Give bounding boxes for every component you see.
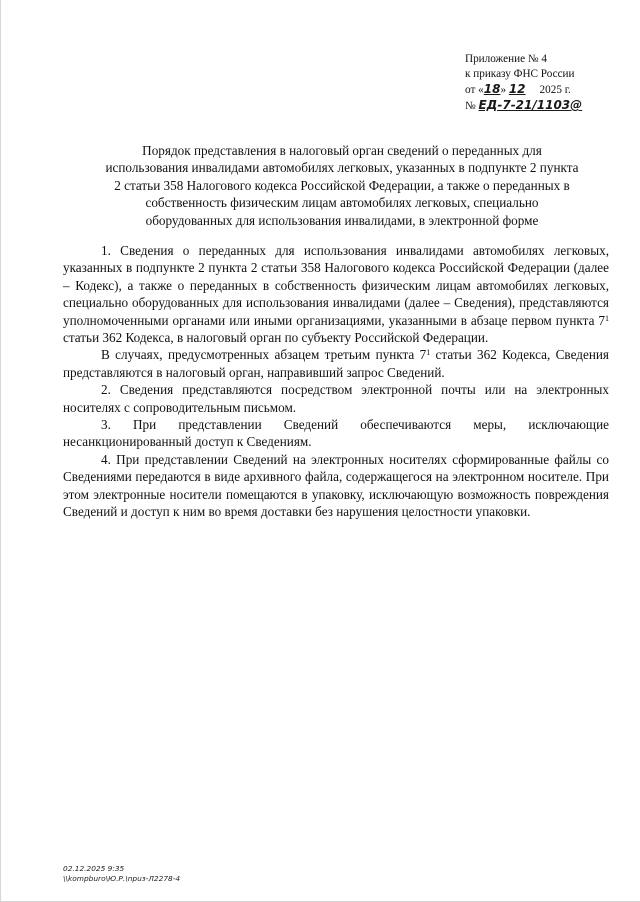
order-reference: к приказу ФНС России — [465, 68, 575, 80]
file-path: \\kompburo\Ю.Р.\npuз-Л2278-4 — [63, 874, 181, 883]
paragraph-1-2 — [63, 346, 609, 381]
superscript: 1 — [426, 348, 431, 358]
order-day: 18 — [483, 82, 501, 96]
print-timestamp: 02.12.2025 9:35 — [63, 864, 125, 873]
paragraph-2: 2. Сведения представляются посредством электронной почты или на электронных носителях с сопроводительным письмом. — [63, 382, 609, 415]
date-prefix: от « — [465, 84, 484, 96]
paragraph-1-2-text: В случаях, предусмотренных абзацем третьим пункта 7 — [101, 347, 427, 363]
print-footer — [63, 864, 180, 884]
approval-block — [465, 52, 615, 114]
order-date — [465, 82, 615, 98]
paragraph-1 — [63, 242, 609, 346]
document-body — [63, 242, 609, 521]
date-mid: » — [500, 84, 507, 96]
order-number — [465, 98, 615, 114]
paragraph-1-text-end: статьи 362 Кодекса, в налоговый орган по субъекту Российской Федерации. — [63, 330, 489, 346]
paragraph-1-text: 1. Сведения о переданных для использования инвалидами автомобилях легковых, указанных в подпункте 2 пункта 2 статьи 358 Налогового кодекса Российской Федерации (далее – Кодекс), а также о переданных в собственность физическим лицам автомобилях легковых, специально оборудованных для использования инвалидами (далее – Сведения), представляются уполномоченными органами или иными организациями, указанными в абзаце первом пункта 7 — [63, 243, 609, 328]
paragraph-3: 3. При представлении Сведений обеспечиваются меры, исключающие несанкционированный доступ к Сведениям. — [63, 417, 609, 450]
appendix-label: Приложение № 4 — [465, 53, 547, 65]
superscript: 1 — [605, 313, 609, 323]
order-month: 12 — [508, 82, 526, 96]
number-prefix: № — [465, 100, 476, 112]
order-number-value: ЕД-7-21/1103@ — [478, 98, 583, 112]
paragraph-4: 4. При представлении Сведений на электронных носителях сформированные файлы со Сведениями передаются в виде архивного файла, содержащегося на электронном носителе. При этом электронные носители помещаются в упаковку, исключающую возможность повреждения Сведений и доступ к ним во время доставки без нарушения целостности упаковки. — [63, 451, 609, 520]
document-title: Порядок представления в налоговый орган сведений о переданных для использования инвалидами автомобилях легковых, указанных в подпункте 2 пункта 2 статьи 358 Налогового кодекса Российской Федерации, а также о переданных в собственность физическим лицам автомобилях легковых, специально оборудованных для использования инвалидами, в электронной форме — [105, 143, 579, 228]
order-year: 2025 г. — [539, 84, 571, 96]
paragraph-1-2-text-end: статьи 362 Кодекса, Сведения представляются в налоговый орган, направивший запрос Сведений. — [63, 347, 609, 380]
